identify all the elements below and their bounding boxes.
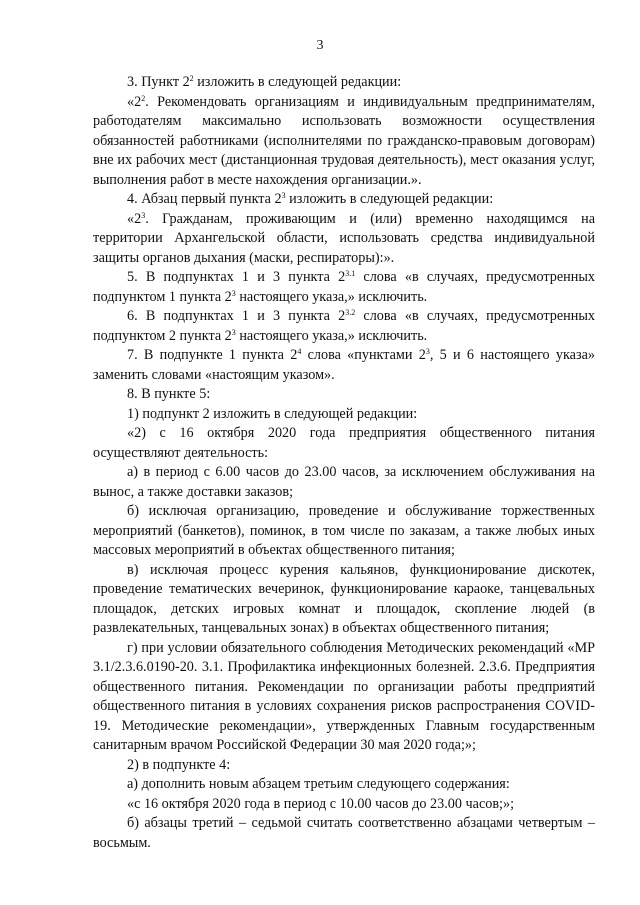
paragraph: 8. В пункте 5: [127, 386, 211, 402]
paragraph: б) исключая организацию, проведение и обслуживание торжественных мероприятий (банкетов), поминок, в том числе по заказам, а также любых иных массовых мероприятий в объектах общественного питания; [93, 503, 595, 558]
paragraph: 7. В подпункте 1 пункта $2^4$ слова «пунктами $2^3$, 5 и 6 настоящего указа» заменить словами «настоящим указом». [93, 347, 595, 383]
paragraph: 2) в подпункте 4: [127, 756, 231, 773]
paragraph: «с 16 октября 2020 года в период с 10.00 часов до 23.00 часов;»; [127, 795, 515, 812]
paragraph: 3. Пункт $2^2$ изложить в следующей редакции: [127, 74, 402, 90]
paragraph: в) исключая процесс курения кальянов, функционирование дискотек, проведение тематических вечеринок, функционирование караоке, танцевальных площадок, детских игровых комнат и площадок, скопление людей (в развлекательных, танцевальных зонах) в объектах общественного питания; [93, 561, 595, 636]
document-body [93, 73, 595, 853]
paragraph: 6. В подпунктах 1 и 3 пункта $2^{3.2}$ слова «в случаях, предусмотренных подпунктом 2 пункта $2^3$ настоящего указа,» исключить. [93, 308, 595, 344]
paragraph: 1) подпункт 2 изложить в следующей редакции: [127, 405, 418, 422]
paragraph: а) в период с 6.00 часов до 23.00 часов, за исключением обслуживания на вынос, а также доставки заказов; [93, 464, 595, 500]
paragraph: г) при условии обязательного соблюдения Методических рекомендаций «МР 3.1/2.3.6.0190-20. 3.1. Профилактика инфекционных болезней. 2.3.6. Предприятия общественного питания. Рекомендации по организации работы предприятий общественного питания в условиях сохранения рисков распространения COVID-19. Методические рекомендации», утвержденных Главным государственным санитарным врачом Российской Федерации 30 мая 2020 года;»; [93, 639, 595, 753]
paragraph: б) абзацы третий – седьмой считать соответственно абзацами четвертым – восьмым. [93, 815, 595, 851]
paragraph: «2) с 16 октября 2020 года предприятия общественного питания осуществляют деятельность: [93, 425, 595, 461]
paragraph: «$2^2$. Рекомендовать организациям и индивидуальным предпринимателям, работодателям максимально использовать возможности осуществления обязанностей работниками (исполнителями по гражданско-правовым договорам) вне их рабочих мест (дистанционная трудовая деятельность), мест оказания услуг, выполнения работ в месте нахождения организации.». [93, 93, 595, 188]
paragraph: а) дополнить новым абзацем третьим следующего содержания: [127, 776, 510, 792]
page-number: 3 [316, 38, 324, 53]
paragraph: 4. Абзац первый пункта $2^3$ изложить в следующей редакции: [127, 191, 494, 207]
paragraph: 5. В подпунктах 1 и 3 пункта $2^{3.1}$ слова «в случаях, предусмотренных подпунктом 1 пункта $2^3$ настоящего указа,» исключить. [93, 269, 595, 305]
paragraph: «$2^3$. Гражданам, проживающим и (или) временно находящимся на территории Архангельской области, использовать средства индивидуальной защиты органов дыхания (маски, респираторы):». [93, 210, 595, 266]
